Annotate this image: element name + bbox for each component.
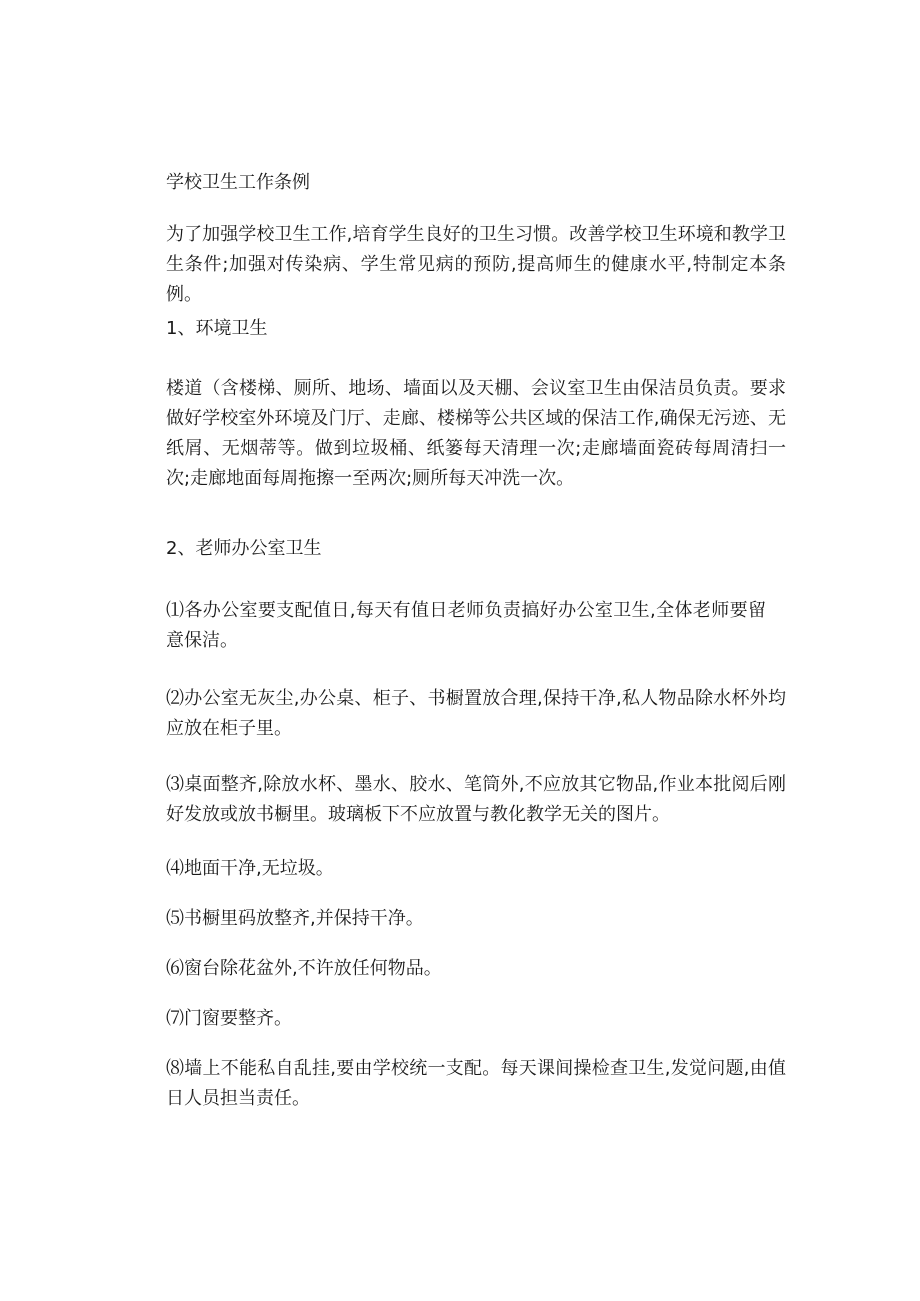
intro-paragraph: 为了加强学校卫生工作,培育学生良好的卫生习惯。改善学校卫生环境和教学卫生条件;加强对传染病、学生常见病的预防,提高师生的健康水平,特制定本条例。 — [166, 224, 786, 305]
section-1-body: 楼道（含楼梯、厕所、地场、墙面以及天棚、会议室卫生由保洁员负责。要求做好学校室外环境及门厅、走廊、楼梯等公共区域的保洁工作,确保无污迹、无纸屑、无烟蒂等。做到垃圾桶、纸篓每天清理一次;走廊墙面瓷砖每周清扫一次;走廊地面每周拖擦一至两次;厕所每天冲洗一次。 — [166, 378, 786, 489]
list-item: ⑻墙上不能私自乱挂,要由学校统一支配。每天课间操检查卫生,发觉问题,由值日人员担当责任。 — [166, 1058, 786, 1109]
list-item: ⑴各办公室要支配值日,每天有值日老师负责搞好办公室卫生,全体老师要留意保洁。 — [166, 600, 766, 651]
list-item: ⑺门窗要整齐。 — [166, 1008, 292, 1029]
list-item: ⑶桌面整齐,除放水杯、墨水、胶水、笔筒外,不应放其它物品,作业本批阅后刚好发放或放书橱里。玻璃板下不应放置与教化教学无关的图片。 — [166, 774, 786, 825]
section-2-heading: 2、老师办公室卫生 — [166, 538, 322, 559]
list-item: ⑵办公室无灰尘,办公桌、柜子、书橱置放合理,保持干净,私人物品除水杯外均应放在柜子里。 — [166, 688, 786, 739]
section-1-heading: 1、环境卫生 — [166, 318, 268, 339]
list-item: ⑹窗台除花盆外,不许放任何物品。 — [166, 958, 442, 979]
list-item: ⑷地面干净,无垃圾。 — [166, 858, 334, 879]
document-title: 学校卫生工作条例 — [166, 172, 310, 193]
list-item: ⑸书橱里码放整齐,并保持干净。 — [166, 908, 424, 929]
